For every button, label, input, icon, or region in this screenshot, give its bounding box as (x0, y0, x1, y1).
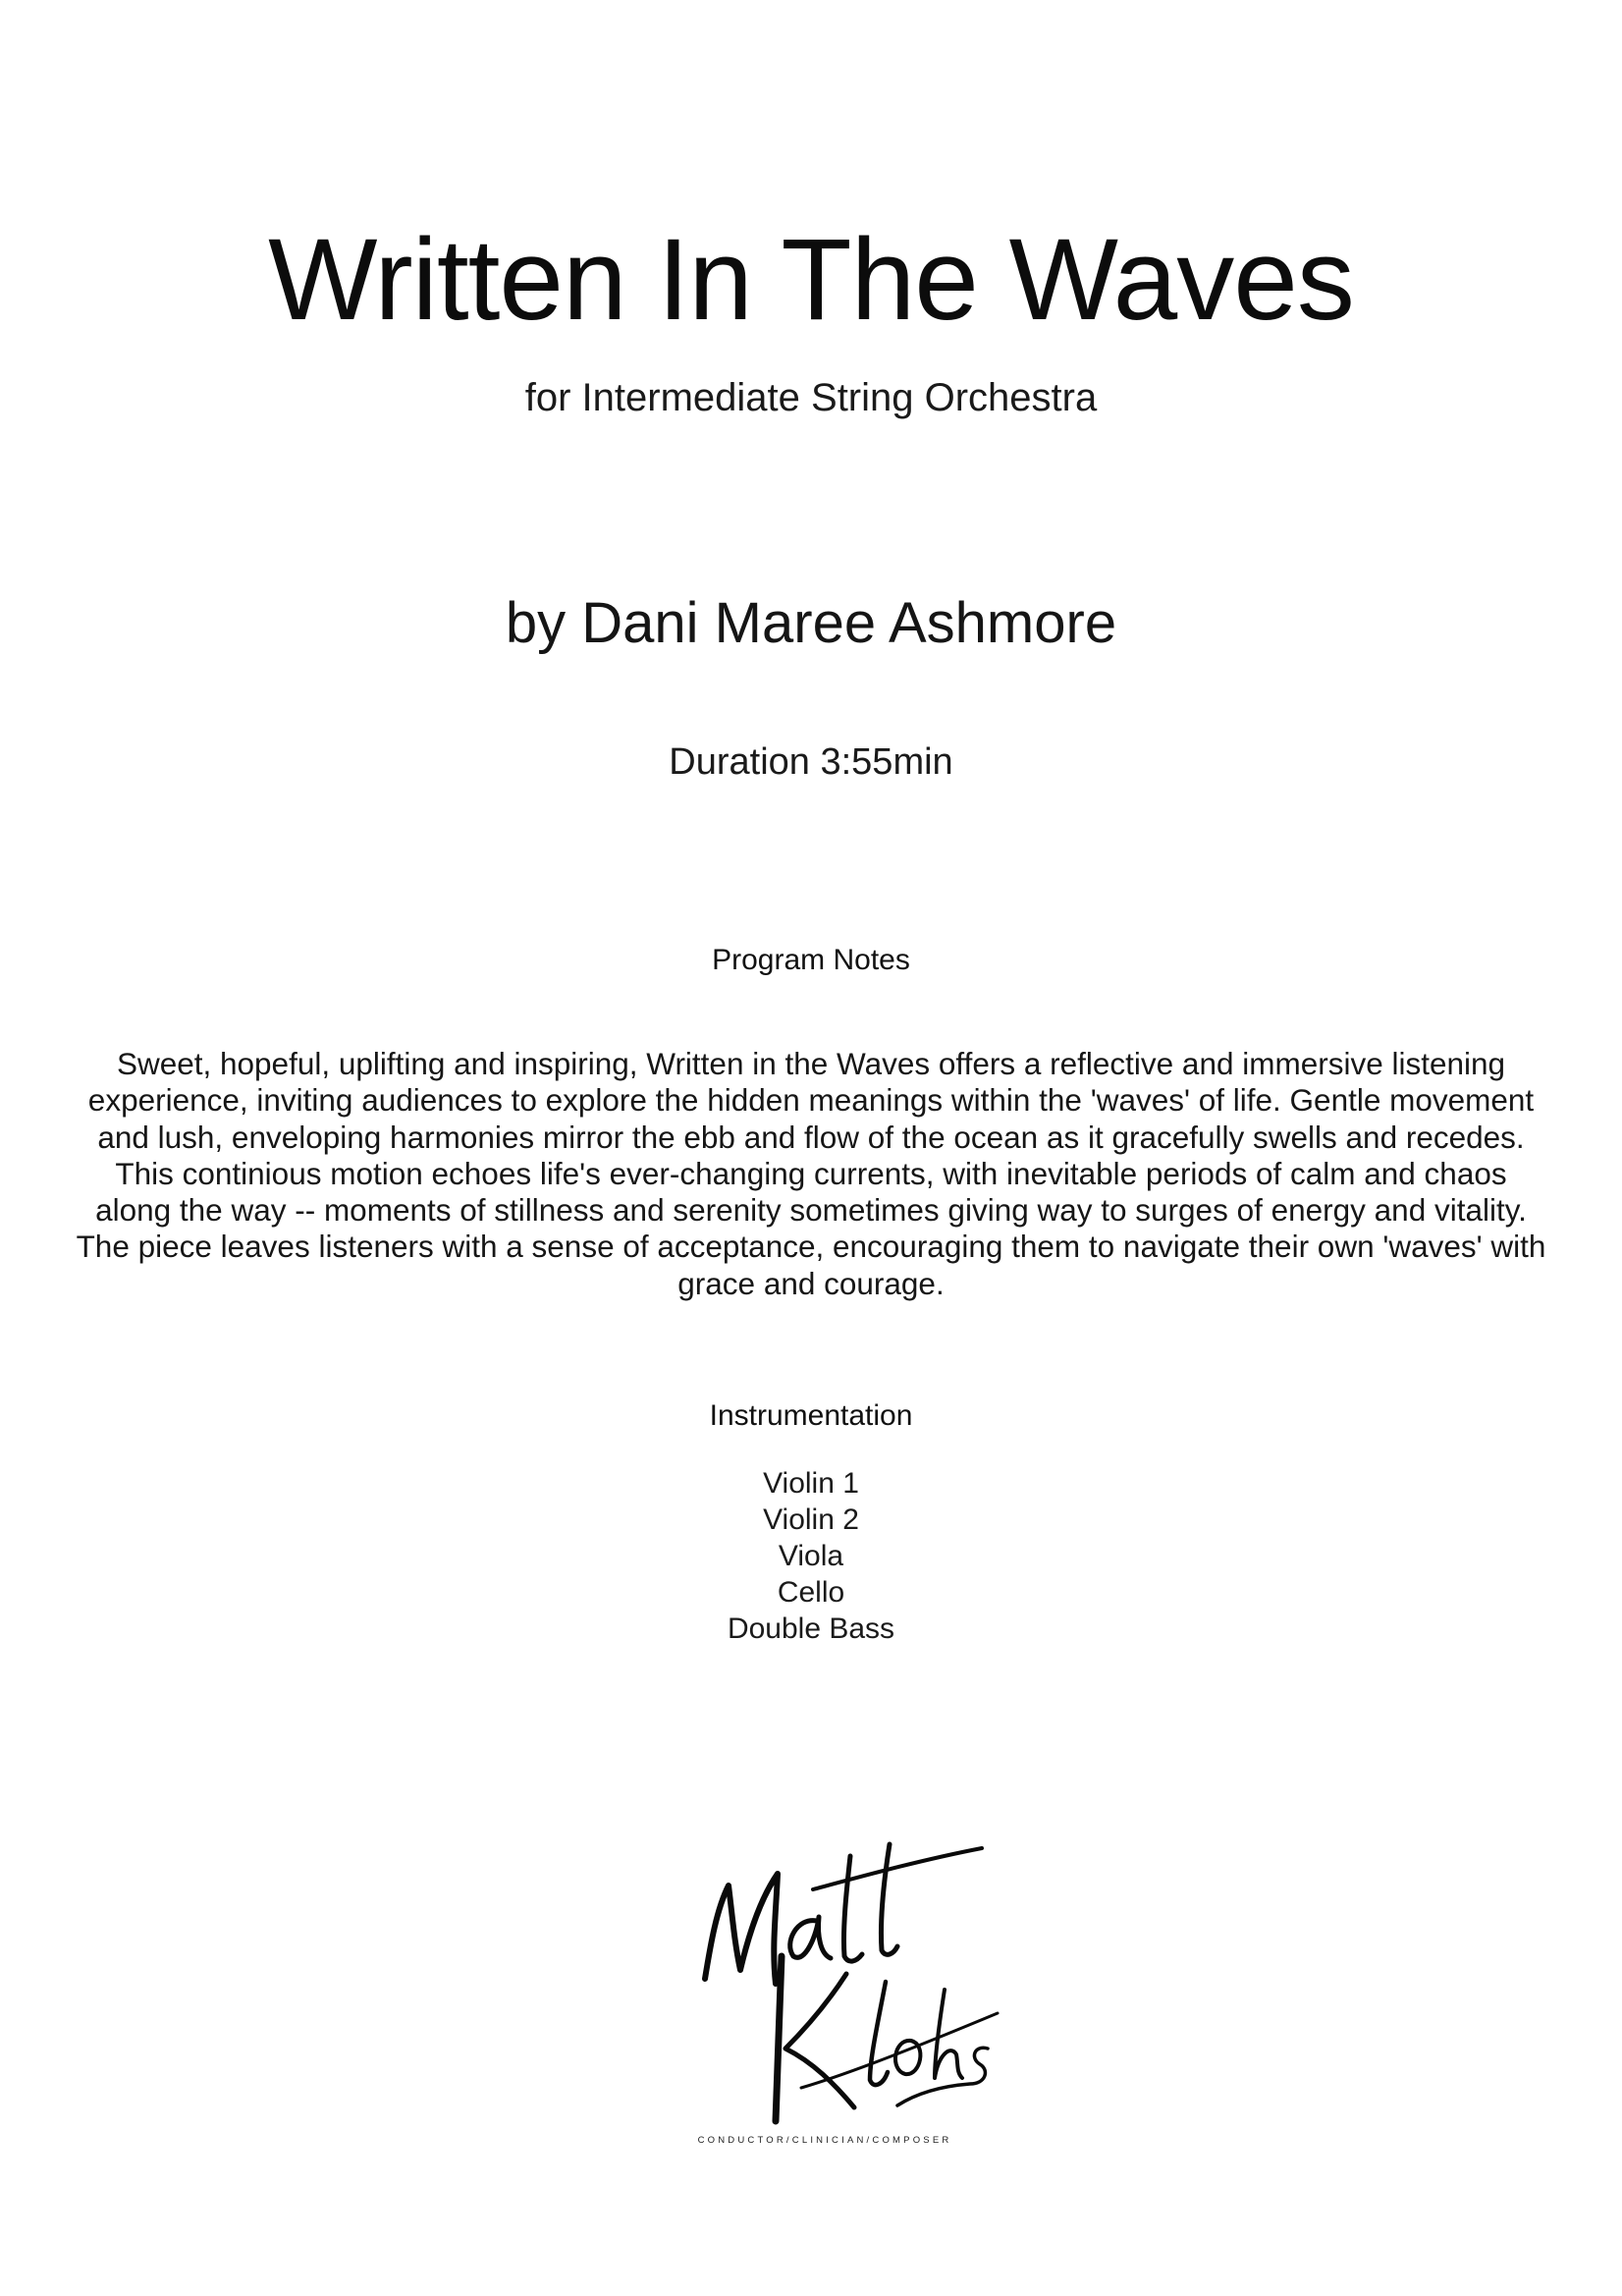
composer-credit: by Dani Maree Ashmore (505, 591, 1117, 655)
piece-title: Written In The Waves (268, 215, 1354, 345)
program-notes-line: and lush, enveloping harmonies mirror the ebb and flow of the ocean as it gracefully swells and recedes. (97, 1119, 1525, 1155)
instrument-item: Cello (777, 1576, 845, 1609)
ensemble-subtitle: for Intermediate String Orchestra (524, 376, 1098, 419)
duration-text: Duration 3:55min (669, 741, 953, 783)
program-notes-line: This continious motion echoes life's ever-changing currents, with inevitable periods of calm and chaos (115, 1155, 1507, 1191)
instrument-item: Viola (778, 1540, 844, 1572)
program-notes-line: The piece leaves listeners with a sense of acceptance, encouraging them to navigate their own 'waves' with (76, 1229, 1546, 1265)
program-notes-text (0, 1046, 1622, 1302)
program-notes-line: along the way -- moments of stillness and serenity sometimes giving way to surges of energy and vitality. (95, 1192, 1527, 1229)
program-notes-heading: Program Notes (712, 944, 910, 976)
instrument-item: Violin 1 (763, 1467, 859, 1500)
instrument-item: Violin 2 (763, 1503, 859, 1536)
logo-tagline: CONDUCTOR/CLINICIAN/COMPOSER (697, 2135, 952, 2146)
program-notes-line: experience, inviting audiences to explore the hidden meanings within the 'waves' of life. Gentle movement (87, 1082, 1535, 1119)
program-notes-line: Sweet, hopeful, uplifting and inspiring, Written in the Waves offers a reflective and immersive listening (116, 1046, 1506, 1081)
instrumentation-list (0, 1465, 1622, 1647)
program-notes-line: grace and courage. (677, 1265, 945, 1301)
instrumentation-heading: Instrumentation (709, 1399, 913, 1432)
instrument-item: Double Bass (727, 1613, 895, 1645)
signature-logo-icon (687, 1827, 1001, 2151)
